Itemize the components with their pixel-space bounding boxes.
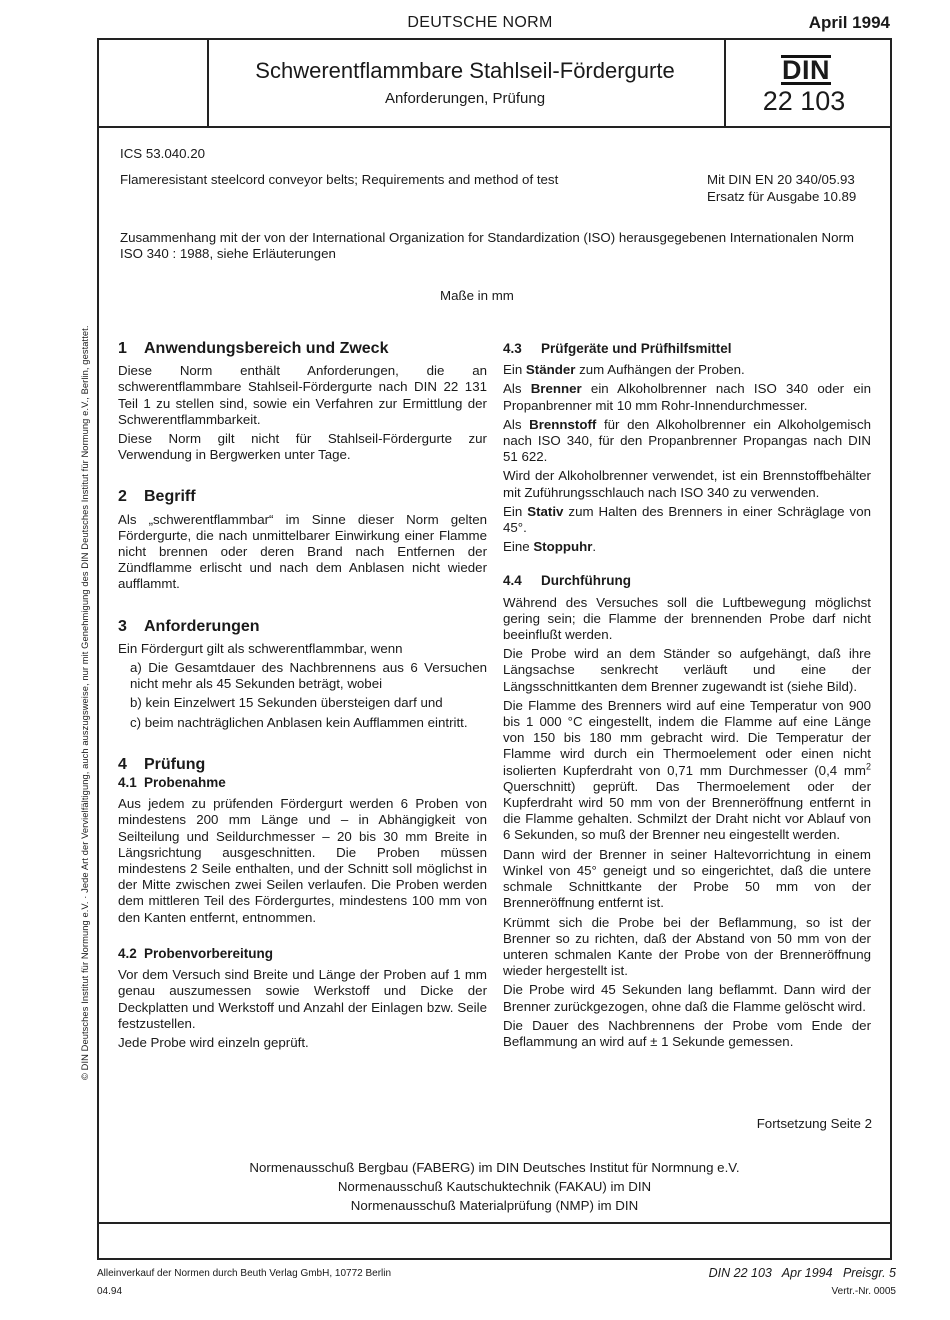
paragraph bbox=[503, 417, 871, 466]
document-subtitle: Anforderungen, Prüfung bbox=[384, 90, 546, 107]
paragraph: Die Probe wird an dem Ständer so aufgehängt, daß ihre Längsachse senkrecht verläuft und eine der Längsschnittkanten dem Brenner zugewandt ist (siehe Bild). bbox=[503, 646, 871, 694]
bold-term: Brennstoff bbox=[529, 416, 597, 432]
units-note: Maße in mm bbox=[440, 288, 514, 303]
text-run: . bbox=[592, 539, 597, 555]
text-run: Querschnitt) geprüft. Das Thermoelement oder der Kupferdraht wird 50 mm von der Brenneröffnung entfernt in die Flamme gehalten. Schmilzt der Draht nicht vor Ablauf von 6 Sekunden, so muß der Brenner neu eingestellt werden. bbox=[503, 778, 871, 843]
din-logo: DIN bbox=[782, 55, 830, 85]
bold-term: Stativ bbox=[527, 503, 564, 519]
section-title: Probenahme bbox=[144, 775, 226, 791]
list-item: b) kein Einzelwert 15 Sekunden übersteigen darf und bbox=[130, 695, 443, 711]
copyright-side-note: © DIN Deutsches Institut für Normung e.V. · Jede Art der Vervielfältigung, auch auszugsweise, nur mit Genehmigung des DIN Deutsches Institut für Normung e.V., Berlin, gestattet. bbox=[80, 325, 90, 1080]
related-standard: Mit DIN EN 20 340/05.93 bbox=[707, 172, 855, 187]
paragraph: Wird der Alkoholbrenner verwendet, ist ein Brennstoffbehälter mit Zuführungsschlauch nach ISO 340 zu verwenden. bbox=[503, 468, 871, 500]
document-type-header: DEUTSCHE NORM bbox=[407, 14, 553, 31]
title-divider-right bbox=[724, 38, 726, 126]
title-divider-left bbox=[207, 38, 209, 126]
paragraph: Als „schwerentflammbar“ im Sinne dieser Norm gelten Fördergurte, die nach unmittelbarer Einwirkung einer Flamme nicht brennen oder deren Brand nach Entfernen der Zündflamme erlischt und nach dem Anblasen nicht wieder aufflammt. bbox=[118, 511, 487, 592]
paragraph: Dann wird der Brenner in seiner Haltevorrichtung in einem Winkel von 45° geneigt und so eingerichtet, daß die untere schmale Schnittkante der Probe 50 mm von der Brenneröffnung entfernt ist. bbox=[503, 846, 871, 911]
committee-line: Normenausschuß Kautschuktechnik (FAKAU) im DIN bbox=[337, 1179, 652, 1194]
section-title: Probenvorbereitung bbox=[144, 945, 274, 961]
paragraph: Die Dauer des Nachbrennens der Probe vom Ende der Beflammung an wird auf ± 1 Sekunde gemessen. bbox=[503, 1017, 871, 1049]
section-4-heading bbox=[118, 757, 487, 773]
paragraph: Die Probe wird 45 Sekunden lang beflammt. Dann wird der Brenner zurückgezogen, ohne daß die Flamme gelöscht wird. bbox=[503, 982, 871, 1014]
section-1-heading bbox=[118, 341, 487, 357]
section-title: Anforderungen bbox=[144, 617, 260, 635]
distribution-number: Vertr.-Nr. 0005 bbox=[831, 1286, 896, 1297]
section-4-3-heading bbox=[503, 341, 871, 357]
paragraph: Diese Norm enthält Anforderungen, die an schwerentflammbare Stahlseil-Fördergurte nach DIN 22 131 Teil 1 zu stellen sind, sowie ein Verfahren zur Ermittlung der Schwerentflammbarkeit. bbox=[118, 363, 487, 427]
english-title: Flameresistant steelcord conveyor belts; Requirements and method of test bbox=[120, 172, 559, 187]
bold-term: Brenner bbox=[530, 381, 582, 397]
section-4-2-heading bbox=[118, 946, 487, 962]
text-run: zum Halten des Brenners in einer Schräglage von 45°. bbox=[503, 503, 871, 536]
text-run: für den Alkoholbrenner ein Alkoholgemisch nach ISO 340, für den Propanbrenner Propangas nach DIN 51 622. bbox=[503, 416, 871, 465]
right-column bbox=[503, 341, 871, 1053]
paragraph: Während des Versuches soll die Luftbewegung möglichst gering sein; die Flamme der brennenden Probe darf nicht beeinflußt werden. bbox=[503, 594, 871, 643]
continuation-note: Fortsetzung Seite 2 bbox=[756, 1116, 872, 1131]
text-run: Als bbox=[503, 416, 530, 432]
paragraph bbox=[503, 504, 871, 536]
section-title: Durchführung bbox=[541, 573, 631, 589]
section-number: 4.1 bbox=[118, 775, 137, 791]
din-number: 22 103 bbox=[762, 86, 846, 116]
section-2-heading bbox=[118, 489, 487, 505]
section-number: 4.3 bbox=[503, 341, 522, 356]
text-run: Die Flamme des Brenners wird auf eine Temperatur von 900 bis 1 000 °C eingestellt, indem die Flamme auf eine Länge von 150 bis 180 mm gebracht wird. Die Temperatur der Flamme wird durch ein Thermoelement oder einen nicht isolierten Kupferdraht von 0,71 mm Durchmesser (0,4 mm bbox=[503, 697, 871, 778]
paragraph: Krümmt sich die Probe bei der Beflammung, so ist der Brenner so zu richten, daß der Abstand von 50 mm von der unteren schmalen Kante der Probe von der Brenneröffnung wieder hergestellt ist. bbox=[503, 914, 871, 979]
ics-code: ICS 53.040.20 bbox=[120, 146, 206, 161]
paragraph bbox=[503, 362, 871, 378]
committee-line: Normenausschuß Bergbau (FABERG) im DIN Deutsches Institut für Normnung e.V. bbox=[249, 1160, 740, 1175]
list-item: c) beim nachträglichen Anblasen kein Aufflammen eintritt. bbox=[130, 714, 468, 730]
bold-term: Ständer bbox=[525, 362, 576, 378]
paragraph: Jede Probe wird einzeln geprüft. bbox=[118, 1034, 309, 1050]
committee-line: Normenausschuß Materialprüfung (NMP) im DIN bbox=[350, 1198, 639, 1213]
section-number: 4.2 bbox=[118, 945, 137, 961]
paragraph bbox=[503, 698, 871, 844]
section-number: 2 bbox=[118, 488, 127, 506]
section-number: 3 bbox=[118, 617, 127, 635]
paragraph bbox=[503, 539, 871, 555]
paragraph: Aus jedem zu prüfenden Fördergurt werden 6 Proben von mindestens 200 mm Länge und – in Abhängigkeit von Seilteilung und Seildurchmesser – 20 bis 30 mm Breite in Längsrichtung ausgeschnitten. Die Proben müssen mindestens 2 Seile enthalten, und der Schnitt soll möglichst in der Mitte zwischen zwei Seilen verlaufen. Die Proben werden dem mittleren Teil des Fördergurtes, mindestens 100 mm von den Kanten entfernt, entnommen. bbox=[118, 796, 487, 925]
bold-term: Stoppuhr bbox=[533, 539, 593, 555]
text-run: Ein bbox=[503, 362, 526, 378]
committees bbox=[97, 1158, 892, 1215]
text-run: Ein bbox=[503, 503, 528, 519]
section-number: 4.4 bbox=[503, 573, 522, 589]
sales-note: Alleinverkauf der Normen durch Beuth Verlag GmbH, 10772 Berlin bbox=[97, 1268, 392, 1279]
section-4-4-heading bbox=[503, 573, 871, 589]
replaces-edition: Ersatz für Ausgabe 10.89 bbox=[707, 189, 857, 204]
document-title: Schwerentflammbare Stahlseil-Fördergurte bbox=[255, 58, 675, 83]
paragraph bbox=[503, 381, 871, 413]
document-reference: DIN 22 103 Apr 1994 Preisgr. 5 bbox=[708, 1266, 896, 1280]
text-run: Eine bbox=[503, 539, 534, 555]
paragraph: Diese Norm gilt nicht für Stahlseil-Fördergurte zur Verwendung in Bergwerken unter Tage. bbox=[118, 431, 487, 463]
left-column bbox=[118, 341, 487, 1054]
iso-relation: Zusammenhang mit der von der International Organization for Standardization (ISO) herausgegebenen Internationalen Norm ISO 340 : 1988, siehe Erläuterungen bbox=[120, 230, 854, 262]
section-title: Prüfung bbox=[144, 755, 206, 773]
section-number: 1 bbox=[118, 340, 127, 357]
section-number: 4 bbox=[118, 755, 127, 773]
footer-divider bbox=[97, 1222, 892, 1224]
section-title: Anwendungsbereich und Zweck bbox=[144, 340, 389, 357]
list-item: a) Die Gesamtdauer des Nachbrennens aus 6 Versuchen nicht mehr als 45 Sekunden beträgt, wobei bbox=[130, 660, 487, 692]
paragraph: Vor dem Versuch sind Breite und Länge der Proben auf 1 mm genau auszumessen sowie Werkstoff und Dicke der Deckplatten und Werkstoff und Anzahl der Einlagen bzw. Seile festzustellen. bbox=[118, 967, 487, 1031]
superscript: 2 bbox=[865, 761, 871, 772]
section-3-heading bbox=[118, 619, 487, 635]
text-run: zum Aufhängen der Proben. bbox=[575, 362, 745, 378]
text-run: Als bbox=[503, 381, 531, 397]
text-run: ein Alkoholbrenner nach ISO 340 oder ein Propanbrenner mit 10 mm Rohr-Innendurchmesser. bbox=[503, 381, 871, 413]
section-title: Prüfgeräte und Prüfhilfsmittel bbox=[541, 341, 732, 356]
section-title: Begriff bbox=[144, 488, 196, 506]
issue-date: April 1994 bbox=[808, 13, 890, 32]
edition-code: 04.94 bbox=[97, 1286, 123, 1297]
section-4-1-heading bbox=[118, 775, 487, 791]
paragraph: Ein Fördergurt gilt als schwerentflammbar, wenn bbox=[118, 640, 403, 656]
